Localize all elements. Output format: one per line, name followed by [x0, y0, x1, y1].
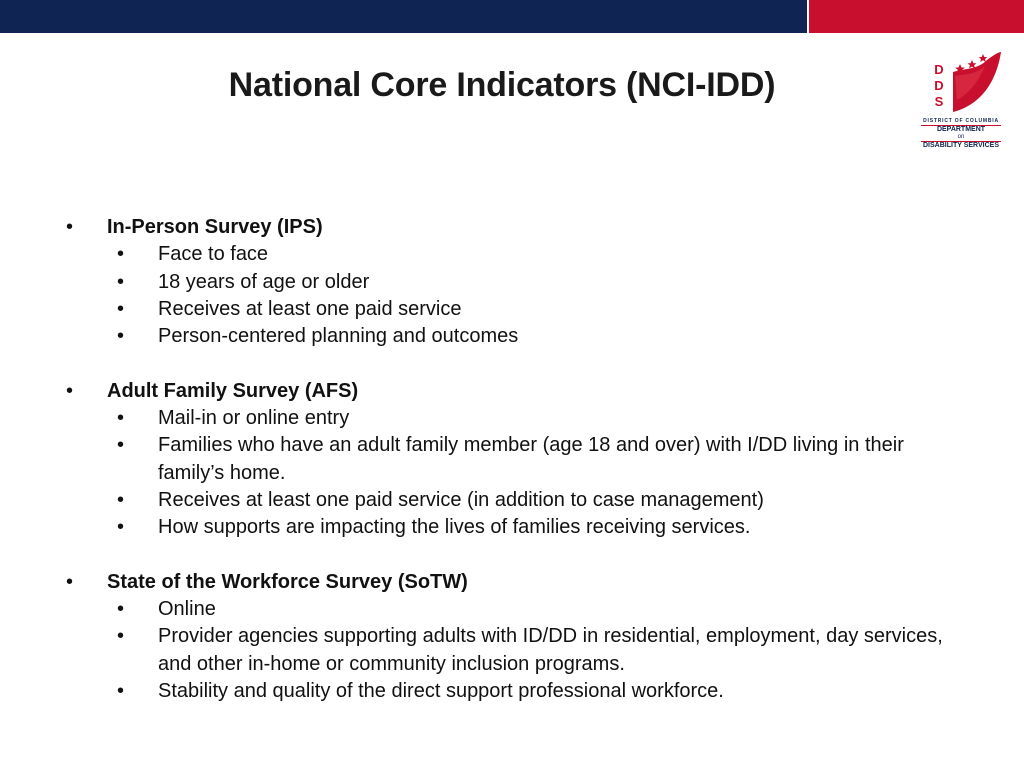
bullet-icon: • [117, 680, 125, 703]
list-item: • Mail-in or online entry [66, 405, 966, 432]
list-item: • Provider agencies supporting adults with ID/DD in residential, employment, day services, and other in-home or community inclusion programs. [117, 625, 943, 675]
list-item: • Person-centered planning and outcomes [66, 323, 966, 350]
section-heading: • Adult Family Survey (AFS) [66, 378, 966, 405]
top-accent-bar [0, 0, 1024, 33]
bullet-icon: • [117, 297, 125, 320]
list-item: • How supports are impacting the lives of families receiving services. [66, 514, 966, 541]
logo-text [915, 118, 1007, 150]
section-sotw [66, 569, 966, 705]
list-item: • Receives at least one paid service [66, 296, 966, 323]
bullet-icon: • [117, 325, 125, 348]
logo-department-line: DEPARTMENT [936, 126, 986, 133]
bullet-icon: • [117, 516, 125, 539]
list-item: • Receives at least one paid service (in addition to case management) [66, 487, 966, 514]
star-icon [979, 54, 988, 62]
bullet-icon: • [66, 379, 74, 402]
logo-district-line: DISTRICT OF COLUMBIA [923, 118, 999, 124]
dds-logo [915, 46, 1007, 150]
bullet-icon: • [117, 598, 125, 621]
bullet-icon: • [66, 216, 74, 238]
logo-on-line: on [957, 134, 965, 140]
dds-flag-icon [915, 46, 1007, 118]
section-heading: • In-Person Survey (IPS) [66, 214, 966, 241]
section-heading: • State of the Workforce Survey (SoTW) [66, 569, 966, 596]
bullet-icon: • [117, 625, 125, 648]
top-bar-navy [0, 0, 807, 33]
bullet-icon: • [117, 488, 125, 511]
bullet-icon: • [117, 243, 125, 266]
logo-disability-services-line: DISABILITY SERVICES [923, 142, 999, 149]
bullet-icon: • [66, 570, 74, 593]
list-item: • Face to face [66, 241, 966, 268]
list-item: • 18 years of age or older [66, 269, 966, 296]
bullet-icon: • [117, 270, 125, 293]
list-item: • Stability and quality of the direct support professional workforce. [66, 678, 966, 705]
section-afs [66, 378, 966, 542]
list-item: • Online [66, 596, 966, 623]
list-item: • Families who have an adult family member (age 18 and over) with I/DD living in their family’s home. [117, 434, 904, 484]
section-ips [66, 214, 966, 350]
slide-body [66, 214, 966, 705]
bullet-icon: • [117, 407, 125, 430]
top-bar-red [809, 0, 1024, 33]
logo-letters: D D S [934, 62, 944, 109]
slide-title: National Core Indicators (NCI-IDD) [228, 66, 776, 104]
bullet-icon: • [117, 434, 125, 457]
